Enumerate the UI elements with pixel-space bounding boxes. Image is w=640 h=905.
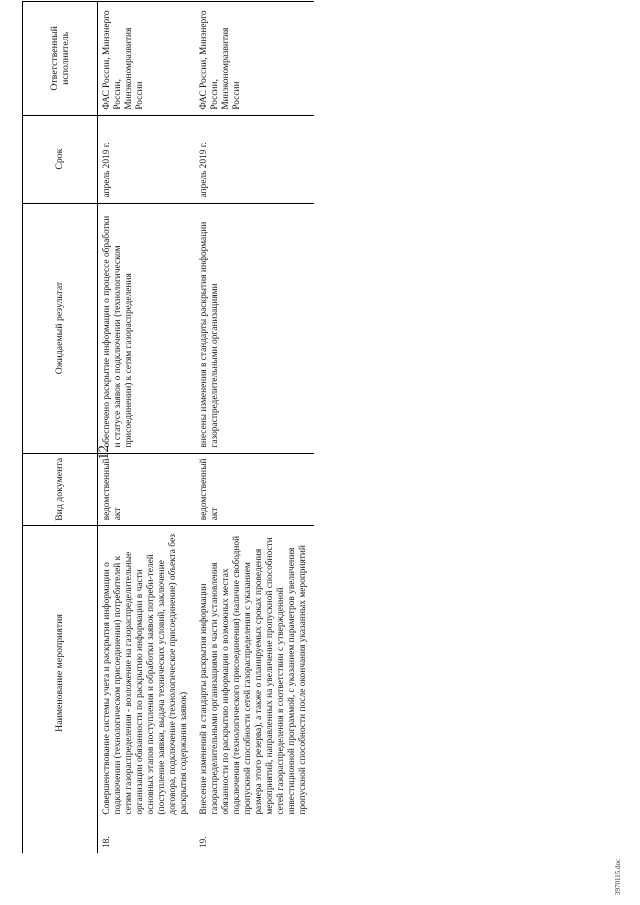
row-deadline: апрель 2019 г. xyxy=(98,115,196,203)
row-name: Совершенствование системы учета и раскрытия информации о подключении (технологическом присоединении) потребителей к сетям газораспределения - возложение на газораспределительные организации обязанности по раскрытию информации в части основных этапов поступления и обработки заявок потреби-телей (поступление заявки, выдача технических условий, заключение договора, подключение (технологическое присоединение) объекта без раскрытия содержания заявок) xyxy=(98,526,196,820)
header-result: Ожидаемый результат xyxy=(23,203,98,453)
row-number: 18. xyxy=(102,836,112,848)
row-doc-type: ведомственный акт xyxy=(195,453,314,526)
row-result: внесены изменения в стандарты раскрытия информации газораспределительными организациями xyxy=(195,203,314,453)
row-responsible: ФАС России, Минэнерго России, Минэкономразвития России xyxy=(98,2,196,116)
row-number: 19. xyxy=(199,836,209,848)
table-row xyxy=(98,2,196,854)
row-result: обеспечено раскрытие информации о процессе обработки и статусе заявок о подключении (технологическом присоединении) к сетям газораспределения xyxy=(98,203,196,453)
table-row xyxy=(195,2,314,854)
header-responsible: Ответственный исполнитель xyxy=(23,2,98,116)
row-responsible: ФАС России, Минэнерго России, Минэкономразвития России xyxy=(195,2,314,116)
header-deadline: Срок xyxy=(23,115,98,203)
row-doc-type: ведомственный акт xyxy=(98,453,196,526)
measures-table xyxy=(22,1,314,853)
page-number: 12 xyxy=(96,445,112,460)
table-header-row xyxy=(23,2,98,854)
row-name: Внесение изменений в стандарты раскрытия информации газораспределительными организациями в части установления обязанности по раскрытию информации о возможных местах подключения (технологического присоединения) (наличие свободной пропускной способности сетей газораспределения с указанием размера этого резерва), а также о планируемых сроках проведения мероприятий, направленных на увеличение пропускной способности сетей газораспределения в соответствии с утвержденной инвестиционной программой, с указанием параметров увеличения пропускной способности после окончания указанных мероприятий xyxy=(195,526,314,820)
row-deadline: апрель 2019 г. xyxy=(195,115,314,203)
header-number xyxy=(23,820,98,853)
header-name: Наименование мероприятия xyxy=(23,526,98,820)
header-doc-type: Вид документа xyxy=(23,453,98,526)
document-id: 3970115.doc xyxy=(614,858,622,895)
